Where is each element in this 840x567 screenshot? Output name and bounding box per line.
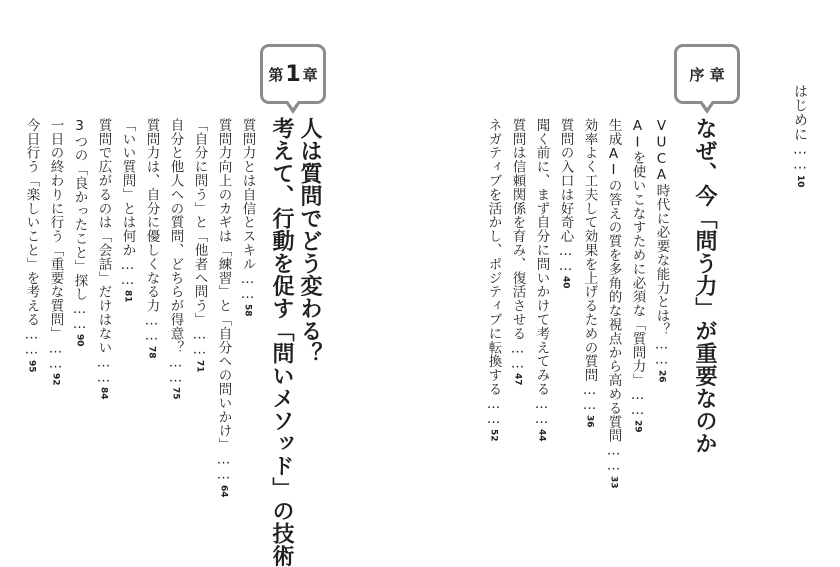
- intro-page: 10: [795, 174, 805, 188]
- toc-entry: 「自分に問う」と「他者へ問う」……71: [191, 118, 208, 373]
- prologue-badge-label: 序 章: [689, 65, 725, 84]
- toc-entry: 質問力は、自分に優しくなる力……78: [143, 118, 160, 359]
- intro-label: はじめに: [792, 84, 808, 142]
- toc-entry: 生成AIの答えの質を多角的な視点から高める質問……33: [605, 118, 622, 489]
- toc-entry: 質問の入口は好奇心……40: [557, 118, 574, 289]
- toc-intro: [793, 84, 807, 187]
- toc-entry: AIを使いこなすために必須な「質問力」……29: [629, 118, 646, 433]
- toc-entry: 自分と他人への質問、どちらが得意？……75: [167, 118, 184, 400]
- toc-entry: 「いい質問」とは何か……81: [119, 118, 136, 303]
- chapter1-title-line2: 考えて、行動を促す「問いメソッド」の技術: [269, 117, 294, 567]
- prologue-title: なぜ、今「問う力」が重要なのか: [692, 117, 717, 455]
- toc-entry: ネガティブを活かし、ポジティブに転換する……52: [485, 118, 502, 442]
- toc-entry: 質問で広がるのは「会話」だけはない……84: [95, 118, 112, 400]
- toc-entry: 一日の終わりに行う「重要な質問」……92: [47, 118, 64, 386]
- toc-entry: 質問力向上のカギは「練習」と「自分への問いかけ」……64: [215, 118, 232, 498]
- prologue-badge: [674, 44, 740, 104]
- toc-entry: 質問は信頼関係を育み、復活させる……47: [509, 118, 526, 386]
- chapter1-badge: [260, 44, 326, 104]
- toc-entry: VUCA時代に必要な能力とは？……26: [653, 118, 670, 383]
- toc-entry: 3つの「良かったこと」探し……90: [71, 118, 88, 347]
- chapter1-title-line1: 人は質問でどう変わる？: [297, 117, 322, 365]
- toc-entry: 質問力とは自信とスキル……58: [239, 118, 256, 317]
- toc-entry: 聞く前に、まず自分に問いかけて考えてみる……44: [533, 118, 550, 442]
- toc-entry: 今日行う「楽しいこと」を考える……95: [23, 118, 40, 373]
- toc-entry: 効率よく工夫して効果を上げるための質問……36: [581, 118, 598, 428]
- chapter1-badge-label: 第 1 章: [268, 61, 318, 87]
- intro-dots: ……: [792, 141, 808, 172]
